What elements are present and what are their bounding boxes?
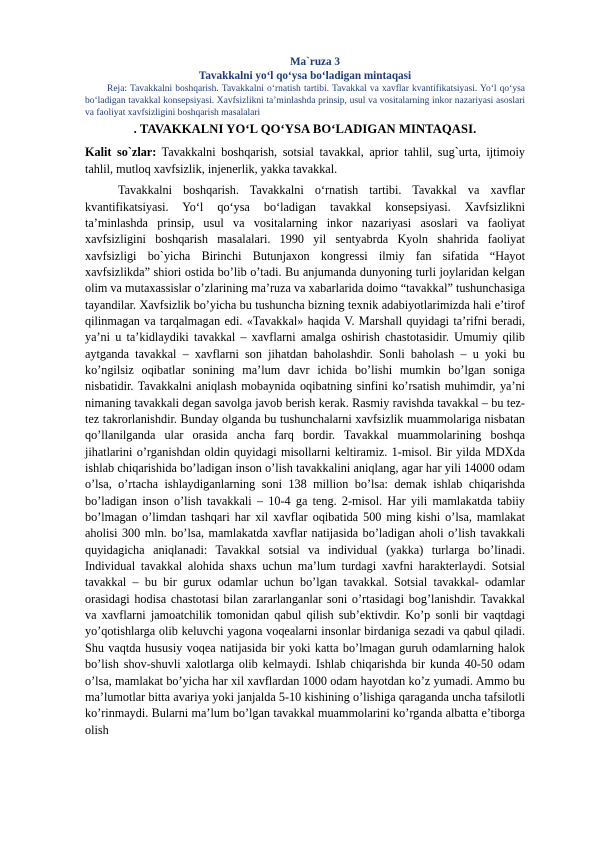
keywords-text: Tavakkalni boshqarish, sotsial tavakkal, aprior tahlil, sug`urta, ijtimoiy tahlil, mutloq xavfsizlik, injenerlik, yakka tavakkal. [85, 145, 525, 176]
keywords-label: Kalit so`zlar: [85, 145, 157, 160]
body-paragraph: Tavakkalni boshqarish. Tavakkalni o‘rnatish tartibi. Tavakkal va xavflar kvantifikatsiyasi. Yo‘l qo‘ysa bo‘ladigan tavakkal konsepsiyasi. Xavfsizlikni ta’minlashda prinsip, usul va vositalarning inkor nazariyasi asoslari va faoliyat xavfsizligini boshqarish masalalari. 1990 yil sentyabrda Kyoln shahrida faoliyat xavfsizligi bo`yicha Birinchi Butunjaxon kongressi ilmiy fan sifatida “Hayot xavfsizlikda” shiori ostida bo’lib o’tadi. Bu anjumanda dunyoning turli joylaridan kelgan olim va mutaxassislar o’zlarining ma’ruza va xabarlarida doimo “tavakkal” tushunchasiga tayandilar. Xavfsizlik bo’yicha bu tushuncha bizning texnik adabiyotlarimizda hali e’tirof qilinmagan va tarqalmagan edi. «Tavakkal» haqida V. Marshall quyidagi ta’rifni beradi, ya’ni u ta’kidlaydiki tavakkal – xavflarni amalga oshirish chastotasidir. Umumiy qilib aytganda tavakkal – xavflarni son jihatdan baholashdir. Sonli baholash – u yoki bu ko’ngilsiz oqibatlar sonining ma’lum davr ichida bo’lishi mumkin bo’lgan soniga nisbatidir. Tavakkalni aniqlash mobaynida oqibatning sinfini ko’rsatish muhimdir, ya’ni nimaning tavakkali degan savolga javob berish kerak. Rasmiy ravishda tavakkal – bu tez-tez takrorlanishdir. Bunday olganda bu tushunchalarni xavfsizlik muammolariga nisbatan qo’llanilganda ular orasida ancha farq bordir. Tavakkal muammolarining boshqa jihatlarini o’rganishdan oldin quyidagi misollarni keltiramiz. 1-misol. Bir yilda MDXda ishlab chiqarishida bo’ladigan inson o’lish tavakkalini aniqlang, agar har yili 14000 odam o’lsa, o’rtacha ishlaydiganlarning soni 138 million bo’lsa: demak ishlab chiqarishda bo’ladigan inson o’lish tavakkali – 10-4 ga teng. 2-misol. Har yili mamlakatda tabiiy bo’lmagan o’limdan tashqari har xil xavflar oqibatida 500 ming kishi o’lsa, mamlakat aholisi 300 mln. bo’lsa, mamlakatda xavflar natijasida bo’ladigan aholi o’lish tavakkali quyidagicha aniqlanadi: Tavakkal sotsial va individual (yakka) turlarga bo’linadi. Individual tavakkal alohida shaxs uchun ma’lum turdagi xavfni harakterlaydi. Sotsial tavakkal – bu bir gurux odamlar uchun bo’lgan tavakkal. Sotsial tavakkal- odamlar orasidagi hodisa chastotasi bilan zararlanganlar soni o’rtasidagi bog’lanishdir. Tavakkal va xavflarni jamoatchilik tomonidan qabul qilish sub’ektivdir. Ko’p sonli bir vaqtdagi yo’qotishlarga olib keluvchi yagona voqealarni insonlar birdaniga sezadi va qabul qiladi. Shu vaqtda hususiy voqea natijasida bir yoki katta bo’lmagan guruh odamlarning halok bo’lish shov-shuvli xalotlarga olib kelmaydi. Ishlab chiqarishda bir kunda 40-50 odam o’lsa, mamlakat bo’yicha har xil xavflardan 1000 odam hayotdan ko’z yumadi. Ammo bu ma’lumotlar bitta avariya yoki janjalda 5-10 kishining o’lishiga qaraganda uncha tafsilotli ko’rinmaydi. Bularni ma’lum bo’lgan tavakkal muammolarini ko’rganda albatta e’tiborga olish [85, 183, 525, 737]
document-page [85, 56, 525, 738]
keywords [85, 144, 525, 177]
lecture-title: Tavakkalni yo‘l qo‘ysa bo‘ladigan mintaqasi [198, 70, 412, 82]
main-heading: . TAVAKKALNI YO‘L QO‘YSA BO‘LADIGAN MINTAQASI. [133, 122, 477, 137]
lecture-plan: Reja: Tavakkalni boshqarish. Tavakkalni o‘rnatish tartibi. Tavakkal va xavflar kvantifikatsiyasi. Yo‘l qo‘ysa bo‘ladigan tavakkal konsepsiyasi. Xavfsizlikni ta’minlashda prinsip, usul va vositalarning inkor nazariyasi asoslari va faoliyat xavfsizligini boshqarish masalalari [85, 84, 525, 118]
lecture-number: Ma`ruza 3 [289, 56, 341, 68]
